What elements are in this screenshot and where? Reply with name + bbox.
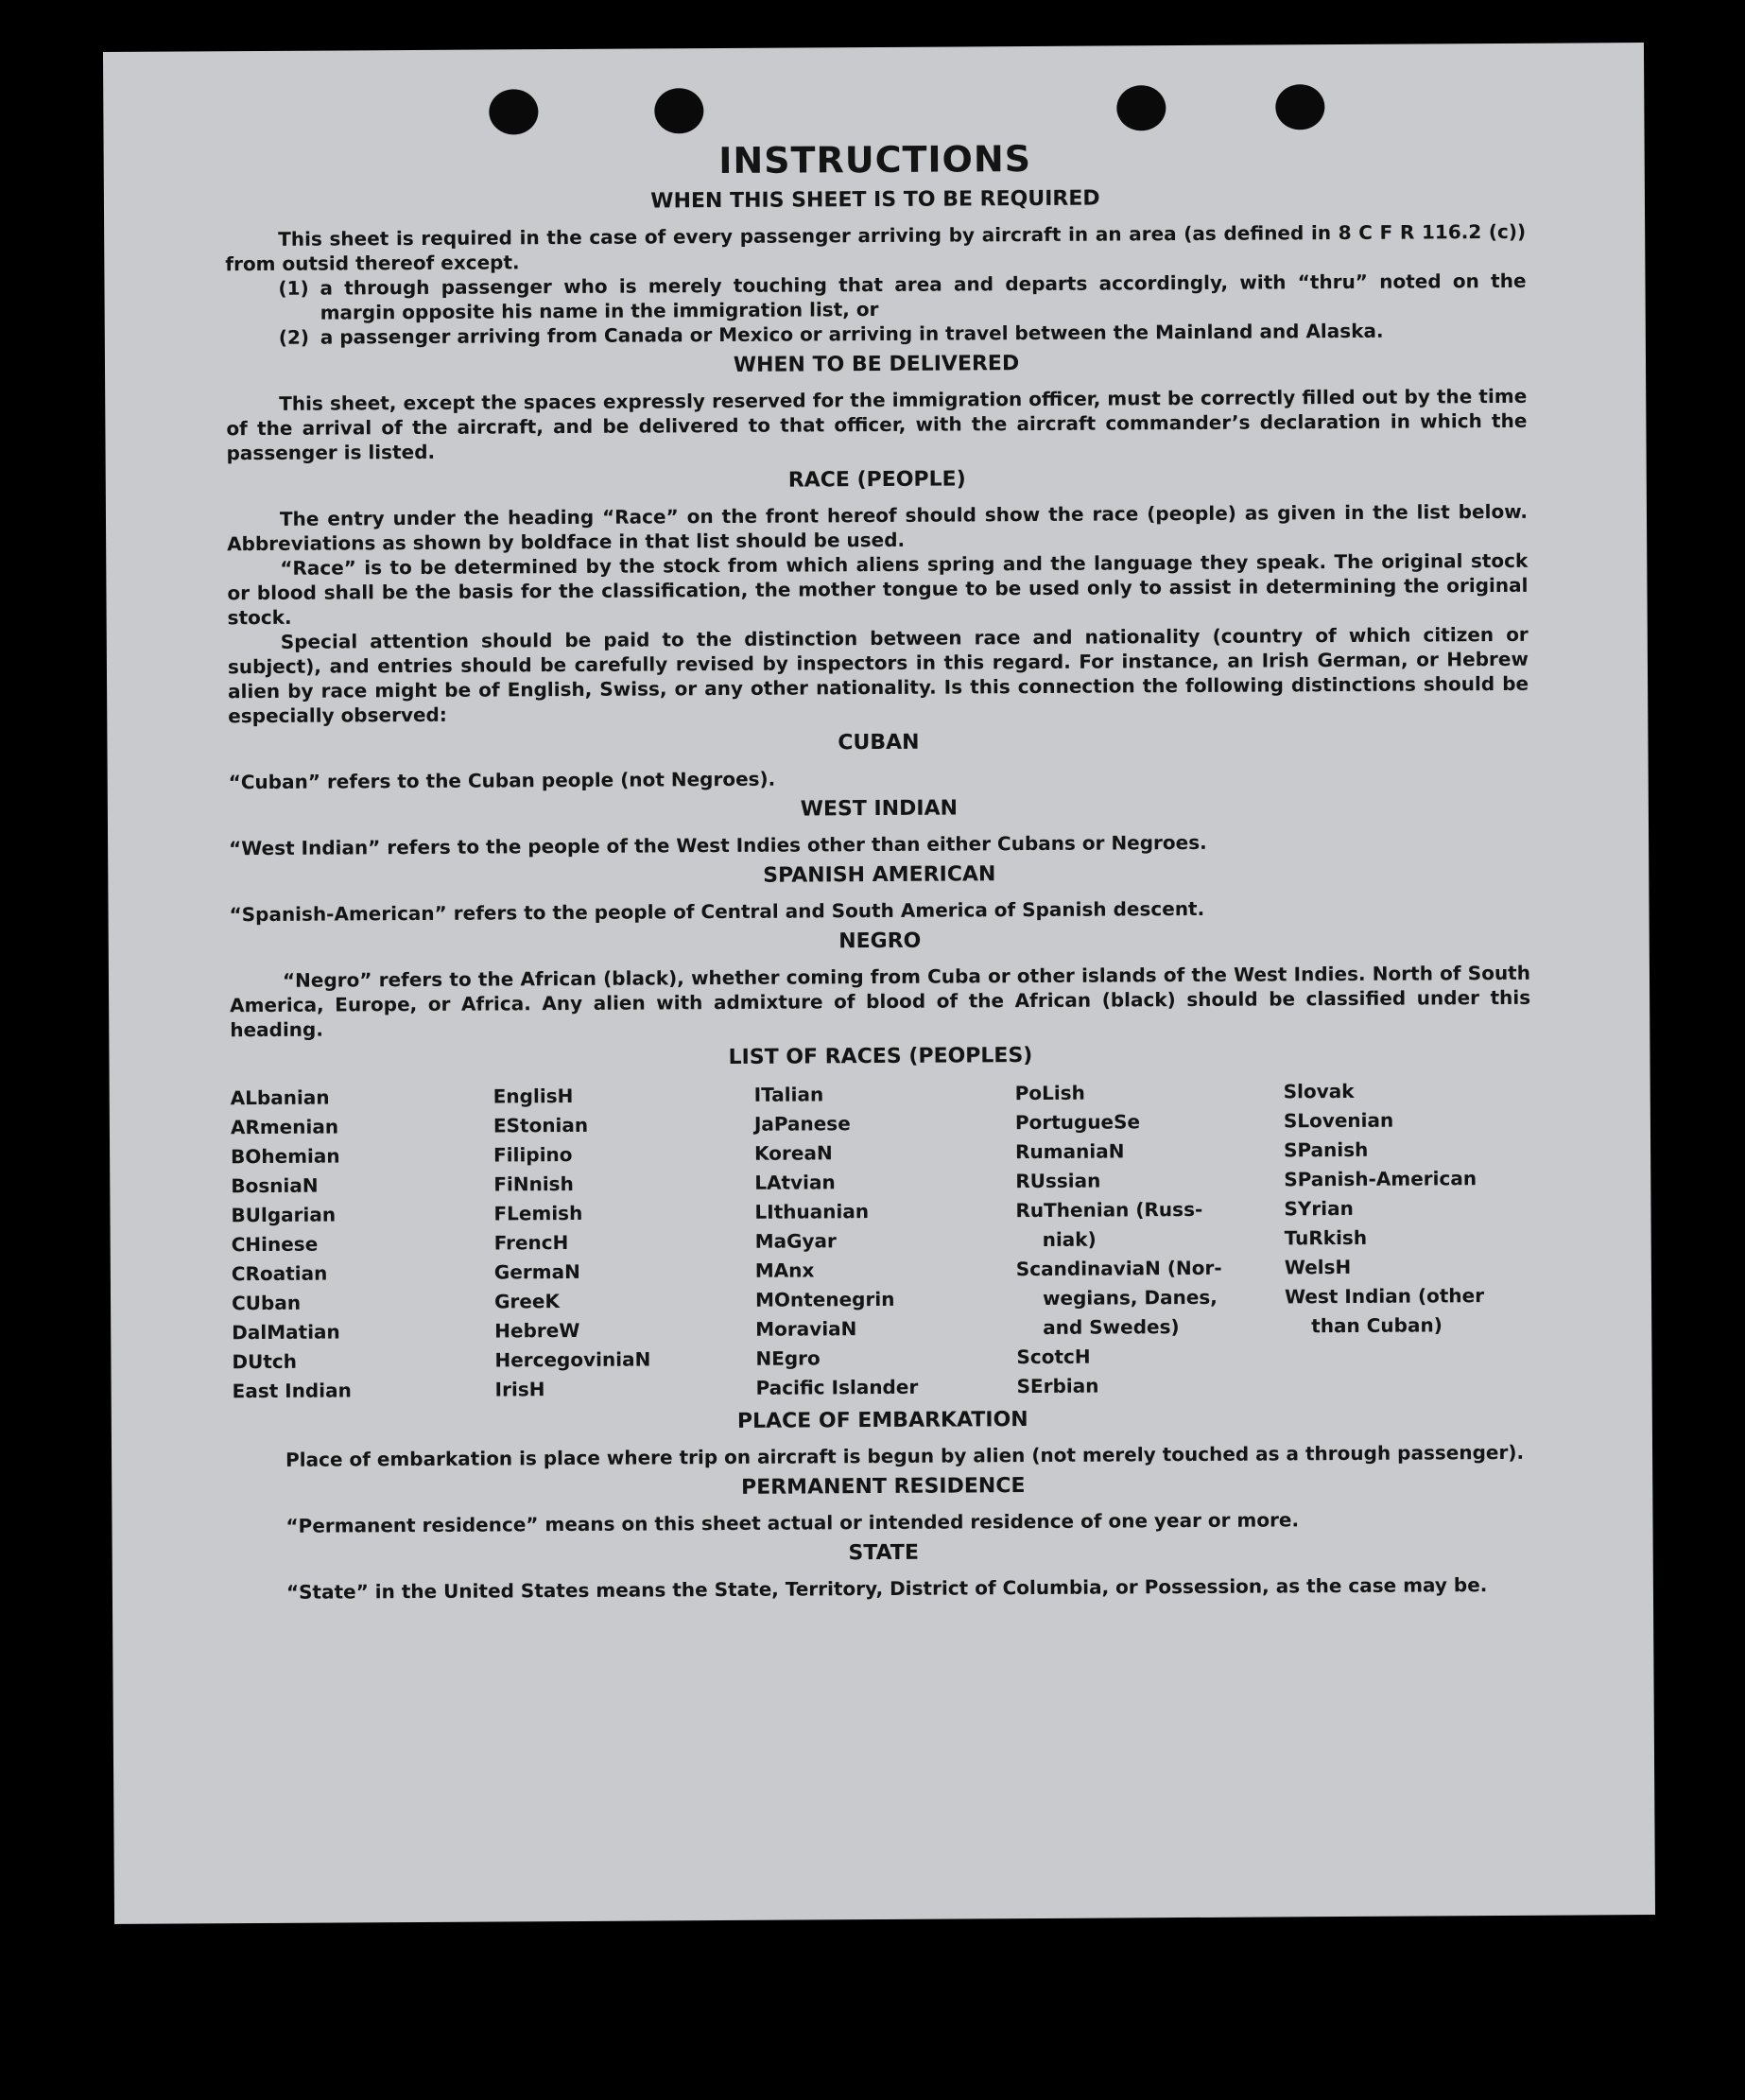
race-entry: ALbanian	[230, 1085, 330, 1110]
section-heading-spanish-american: SPANISH AMERICAN	[763, 862, 996, 888]
race-entry: FiNnish	[493, 1171, 574, 1196]
race-entry: East Indian	[232, 1379, 352, 1403]
section-heading-negro: NEGRO	[838, 929, 922, 954]
race-entry: IrisH	[494, 1378, 545, 1401]
item-text: a through passenger who is merely touching that area and departs accordingly, with “thru” noted on the margin opposite his name in the immigration list, or	[320, 269, 1527, 324]
race-entry: CRoatian	[231, 1261, 328, 1286]
instructions-content	[225, 134, 1534, 1605]
section-heading-delivered: WHEN TO BE DELIVERED	[733, 352, 1020, 377]
race-entry: MOntenegrin	[754, 1287, 895, 1311]
section-heading-embarkation: PLACE OF EMBARKATION	[736, 1408, 1028, 1433]
race-entry: TuRkish	[1284, 1225, 1368, 1250]
embarkation-text: Place of embarkation is place where trip on aircraft is begun by alien (not merely touched as a through passenger).	[285, 1440, 1525, 1471]
race-entry: CUban	[231, 1291, 302, 1315]
document-page	[103, 43, 1655, 1924]
race-entry: GreeK	[493, 1290, 561, 1313]
race-entry: SPanish-American	[1284, 1167, 1477, 1191]
section-heading-required: WHEN THIS SHEET IS TO BE REQUIRED	[650, 186, 1100, 214]
race-entry: and Swedes)	[1043, 1315, 1180, 1339]
race-entry: DalMatian	[232, 1320, 340, 1345]
race-entry: ARmenian	[230, 1115, 339, 1139]
race-entry: BOhemian	[231, 1144, 340, 1169]
race-entry: FrencH	[493, 1231, 569, 1255]
race-entry: PortugueSe	[1014, 1110, 1141, 1135]
delivered-text: This sheet, except the spaces expressly reserved for the immigration officer, must be correctly filled out by the time of the arrival of the aircraft, and be delivered to that officer, with the aircraft commander’s declaration in which the passenger is listed.	[226, 384, 1528, 465]
race-entry: ScandinaviaN (Nor-	[1015, 1256, 1222, 1281]
race-entry: than Cuban)	[1311, 1313, 1443, 1338]
race-paragraph-2: “Race” is to be determined by the stock from which aliens spring and the language they speak. The original stock or blood shall be the basis for the classification, the mother tongue to be used only to assist in determining the original stock.	[227, 548, 1529, 630]
races-column-3	[754, 1079, 1017, 1403]
race-entry: DUtch	[232, 1349, 298, 1374]
race-entry: LAtvian	[754, 1171, 836, 1194]
race-entry: EStonian	[492, 1113, 589, 1137]
race-entry: KoreaN	[754, 1141, 833, 1165]
page-title: INSTRUCTIONS	[718, 138, 1032, 182]
race-entry: SLovenian	[1283, 1108, 1394, 1133]
section-heading-list-of-races: LIST OF RACES (PEOPLES)	[728, 1044, 1033, 1069]
section-heading-cuban: CUBAN	[838, 730, 920, 755]
race-entry: Pacific Islander	[755, 1375, 919, 1399]
races-list	[231, 1076, 1533, 1406]
section-heading-west-indian: WEST INDIAN	[800, 796, 959, 822]
race-entry: BUlgarian	[231, 1203, 337, 1227]
races-column-1	[231, 1082, 495, 1406]
race-entry: HercegoviniaN	[494, 1347, 651, 1372]
spanish-american-text: “Spanish-American” refers to the people of Central and South America of Spanish descent.	[229, 896, 1205, 927]
race-entry: NEgro	[755, 1346, 821, 1370]
punch-hole	[489, 89, 538, 134]
required-item-1	[225, 269, 1526, 325]
race-entry: niak)	[1042, 1227, 1097, 1251]
race-entry: ScotcH	[1016, 1345, 1091, 1369]
cuban-text: “Cuban” refers to the Cuban people (not Negroes).	[228, 767, 776, 794]
race-entry: Slovak	[1283, 1079, 1355, 1103]
punch-hole	[1116, 85, 1166, 130]
races-column-2	[493, 1081, 756, 1405]
races-column-5	[1284, 1076, 1533, 1400]
item-number: (1)	[278, 276, 309, 300]
race-entry: CHinese	[231, 1232, 319, 1257]
race-entry: GermaN	[493, 1259, 580, 1284]
race-entry: EnglisH	[492, 1084, 574, 1108]
race-entry: HebreW	[494, 1318, 580, 1343]
west-indian-text: “West Indian” refers to the people of the West Indies other than either Cubans or Negroes.	[229, 830, 1207, 860]
race-entry: BosniaN	[231, 1173, 319, 1198]
item-number: (2)	[278, 325, 310, 349]
section-heading-race: RACE (PEOPLE)	[787, 467, 966, 493]
race-entry: SErbian	[1016, 1374, 1099, 1398]
state-text: “State” in the United States means the State, Territory, District of Columbia, or Possession, as the case may be.	[285, 1573, 1488, 1604]
punch-hole	[654, 88, 703, 133]
required-intro: This sheet is required in the case of every passenger arriving by aircraft in an area (as defined in 8 C F R 116.2 (c)) from outsid thereof except.	[225, 219, 1527, 276]
punch-hole	[1275, 84, 1324, 130]
race-entry: West Indian (other	[1284, 1284, 1485, 1309]
race-paragraph-3: Special attention should be paid to the distinction between race and nationality (country of which citizen or subject), and entries should be carefully revised by inspectors in this regard. For instance, an Irish German, or Hebrew alien by race might be of English, Swiss, or any other nationality. Is this connection the following distinctions should be especially observed:	[227, 622, 1529, 728]
race-entry: SPanish	[1284, 1137, 1369, 1162]
race-entry: PoLish	[1014, 1081, 1085, 1105]
race-entry: RuThenian (Russ-	[1015, 1197, 1203, 1223]
races-column-4	[1015, 1077, 1286, 1401]
race-entry: JaPanese	[753, 1112, 851, 1136]
race-paragraph-1: The entry under the heading “Race” on the front hereof should show the race (people) as given in the list below. Abbreviations as shown by boldface in that list should be used.	[227, 499, 1529, 556]
race-entry: wegians, Danes,	[1042, 1285, 1218, 1310]
race-entry: WelsH	[1284, 1255, 1352, 1279]
race-entry: RumaniaN	[1015, 1139, 1125, 1164]
race-entry: MoraviaN	[755, 1317, 857, 1341]
race-entry: SYrian	[1284, 1196, 1354, 1221]
race-entry: LIthuanian	[754, 1200, 870, 1224]
race-entry: MAnx	[754, 1258, 815, 1282]
negro-text: “Negro” refers to the African (black), whether coming from Cuba or other islands of the West Indies. North of South America, Europe, or Africa. Any alien with admixture of blood of the African (black) should be classified under this heading.	[230, 961, 1531, 1042]
race-entry: FLemish	[493, 1201, 583, 1225]
section-heading-permanent-residence: PERMANENT RESIDENCE	[740, 1474, 1026, 1500]
race-entry: Filipino	[493, 1142, 573, 1167]
race-entry: ITalian	[753, 1083, 824, 1106]
item-text: a passenger arriving from Canada or Mexico or arriving in travel between the Mainland and Alaska.	[320, 319, 1384, 349]
race-entry: RUssian	[1015, 1169, 1101, 1193]
race-entry: MaGyar	[754, 1229, 837, 1253]
residence-text: “Permanent residence” means on this sheet actual or intended residence of one year or more.	[285, 1508, 1300, 1537]
section-heading-state: STATE	[848, 1540, 920, 1566]
